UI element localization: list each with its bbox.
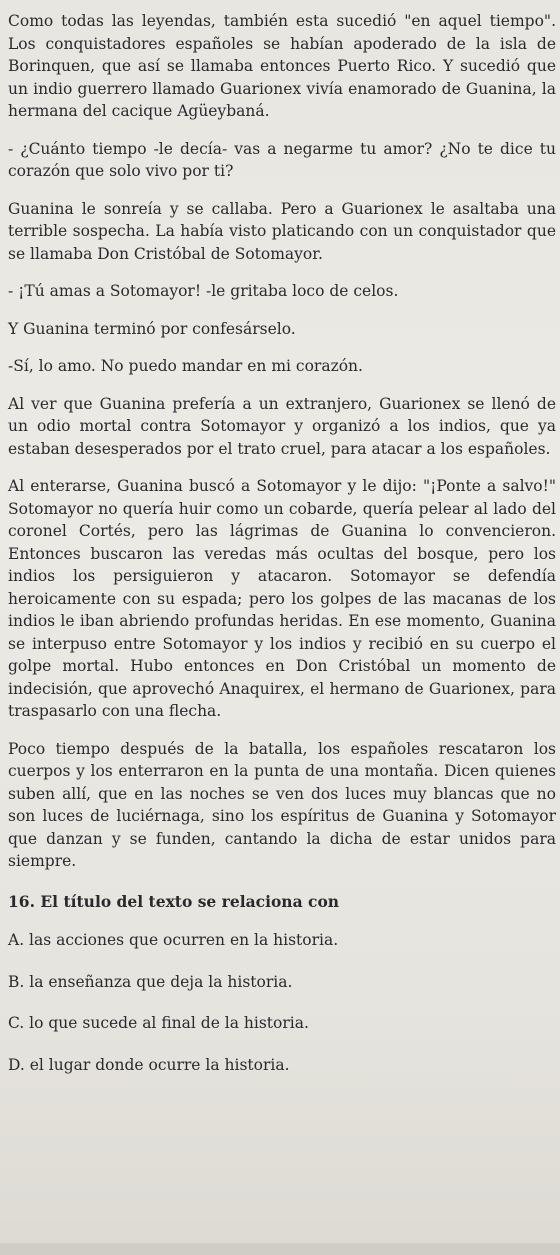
option-b[interactable]: B. la enseñanza que deja la historia. — [8, 972, 293, 991]
paragraph-dialogue-question: - ¿Cuánto tiempo -le decía- vas a negarme tu amor? ¿No te dice tu corazón que solo vivo por ti? — [8, 139, 556, 180]
paragraph-love-reply: -Sí, lo amo. No puedo mandar en mi corazón. — [8, 357, 363, 375]
paragraph-jealousy: - ¡Tú amas a Sotomayor! -le gritaba loco de celos. — [8, 282, 399, 300]
paragraph-revenge: Al ver que Guanina prefería a un extranjero, Guarionex se llenó de un odio mortal contra Sotomayor y organizó a los indios, que ya estaban desesperados por el trato cruel, para atacar a los españoles. — [8, 394, 556, 458]
reading-passage — [8, 10, 556, 873]
paragraph-battle: Al enterarse, Guanina buscó a Sotomayor y le dijo: "¡Ponte a salvo!" Sotomayor no quería huir como un cobarde, quería pelear al lado del coronel Cortés, pero las lágrimas de Guanina lo convencieron. Entonces buscaron las veredas más ocultas del bosque, pero los indios los persiguieron y atacaron. Sotomayor se defendía heroicamente con su espada; pero los golpes de las macanas de los indios le iban abriendo profundas heridas. En ese momento, Guanina se interpuso entre Sotomayor y los indios y recibió en su cuerpo el golpe mortal. Hubo entonces en Don Cristóbal un momento de indecisión, que aprovechó Anaquirex, el hermano de Guarionex, para traspasarlo con una flecha. — [8, 477, 556, 720]
paragraph-intro: Como todas las leyendas, también esta sucedió "en aquel tiempo". Los conquistadores españoles se habían apoderado de la isla de Borinquen, que así se llamaba entonces Puerto Rico. Y sucedió que un indio guerrero llamado Guarionex vivía enamorado de Guanina, la hermana del cacique Agüeybaná. — [8, 12, 556, 120]
paragraph-confession: Y Guanina terminó por confesárselo. — [8, 319, 296, 338]
option-d[interactable]: D. el lugar donde ocurre la historia. — [8, 1055, 290, 1074]
paragraph-ending: Poco tiempo después de la batalla, los españoles rescataron los cuerpos y los enterraron en la punta de una montaña. Dicen quienes suben allí, que en las noches se ven dos luces muy blancas que no son luces de luciérnaga, sino los espíritus de Guanina y Sotomayor que danzan y se funden, cantando la dicha de estar unidos para siempre. — [8, 739, 556, 870]
option-c[interactable]: C. lo que sucede al final de la historia. — [8, 1014, 309, 1032]
paragraph-suspicion: Guanina le sonreía y se callaba. Pero a Guarionex le asaltaba una terrible sospecha. La había visto platicando con un conquistador que se llamaba Don Cristóbal de Sotomayor. — [8, 199, 556, 263]
question-text: 16. El título del texto se relaciona con — [8, 891, 340, 911]
page-bottom-edge — [0, 1243, 560, 1255]
answer-options — [8, 929, 556, 1076]
question-block — [8, 891, 556, 1077]
option-a[interactable]: A. las acciones que ocurren en la historia. — [8, 931, 339, 949]
document-page — [8, 10, 556, 1095]
